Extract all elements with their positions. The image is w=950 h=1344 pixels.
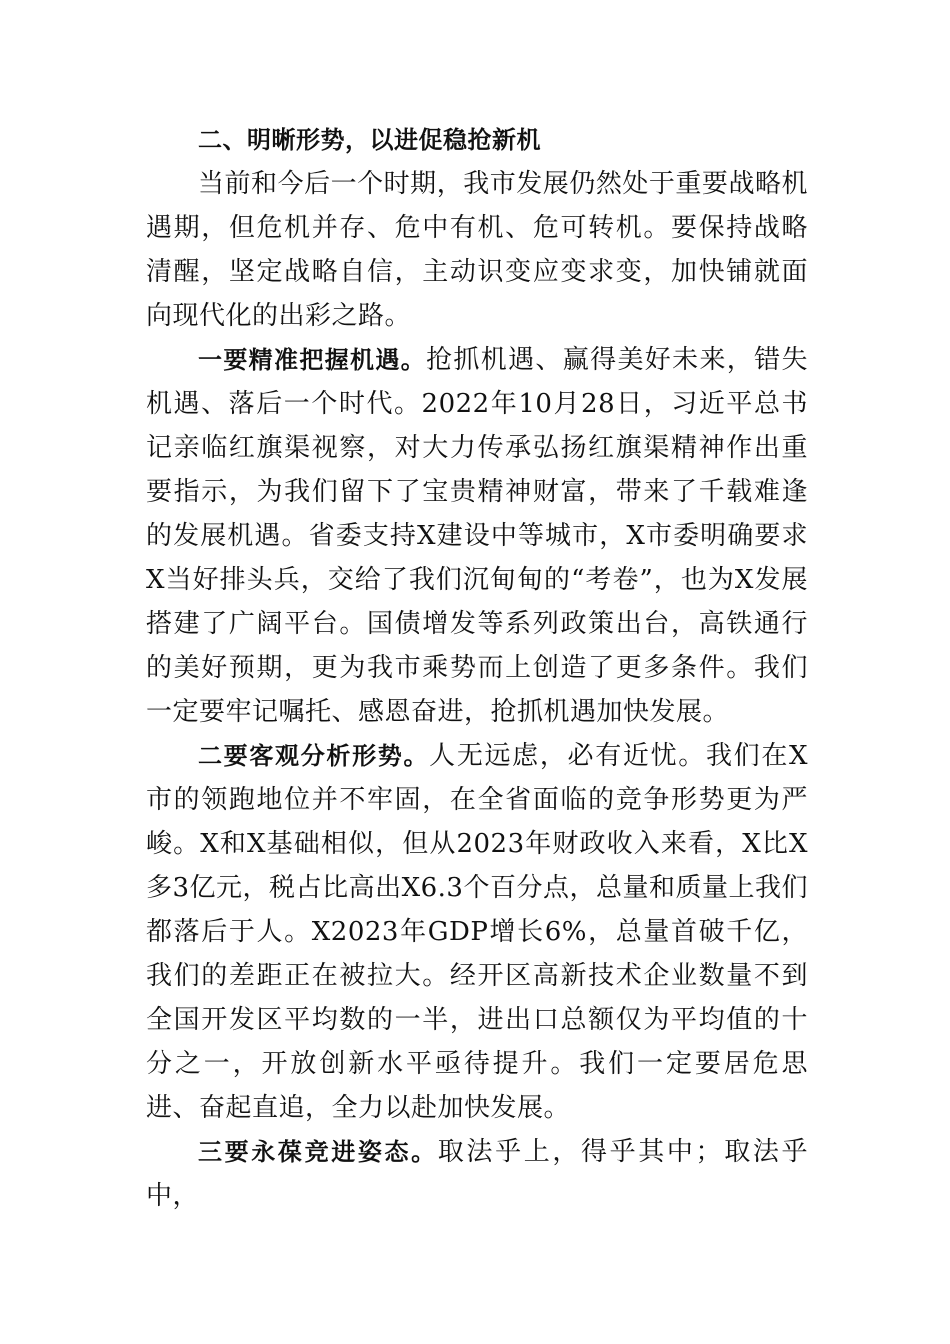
- paragraph-lead: 一要精准把握机遇。: [198, 346, 427, 374]
- paragraph-body: 人无远虑，必有近忧。我们在X市的领跑地位并不牢固，在全省面临的竞争形势更为严峻。X和X基础相似，但从2023年财政收入来看，X比X多3亿元，税占比高出X6.3个百分点，总量和质量上我们都落后于人。X2023年GDP增长6%，总量首破千亿，我们的差距正在被拉大。经开区高新技术企业数量不到全国开发区平均数的一半，进出口总额仅为平均值的十分之一，开放创新水平亟待提升。我们一定要居危思进、奋起直追，全力以赴加快发展。: [146, 741, 809, 1123]
- paragraph-situation: [146, 734, 808, 1130]
- paragraph-body: 抢抓机遇、赢得美好未来，错失机遇、落后一个时代。2022年10月28日，习近平总书记亲临红旗渠视察，对大力传承弘扬红旗渠精神作出重要指示，为我们留下了宝贵精神财富，带来了千载难逢的发展机遇。省委支持X建设中等城市，X市委明确要求X当好排头兵，交给了我们沉甸甸的“考卷”，也为X发展搭建了广阔平台。国债增发等系列政策出台，高铁通行的美好预期，更为我市乘势而上创造了更多条件。我们一定要牢记嘱托、感恩奋进，抢抓机遇加快发展。: [146, 345, 808, 727]
- paragraph-posture: [146, 1130, 808, 1218]
- section-heading: 二、明晰形势，以进促稳抢新机: [198, 126, 541, 154]
- paragraph-body: 取法乎上，得乎其中；取法乎中，: [146, 1137, 808, 1211]
- paragraph-lead: 二要客观分析形势。: [198, 742, 430, 770]
- document-body: [146, 118, 808, 1218]
- paragraph-lead: 三要永葆竞进姿态。: [198, 1138, 438, 1166]
- intro-paragraph: 当前和今后一个时期，我市发展仍然处于重要战略机遇期，但危机并存、危中有机、危可转机。要保持战略清醒，坚定战略自信，主动识变应变求变，加快铺就面向现代化的出彩之路。: [146, 169, 808, 331]
- paragraph-opportunity: [146, 338, 808, 734]
